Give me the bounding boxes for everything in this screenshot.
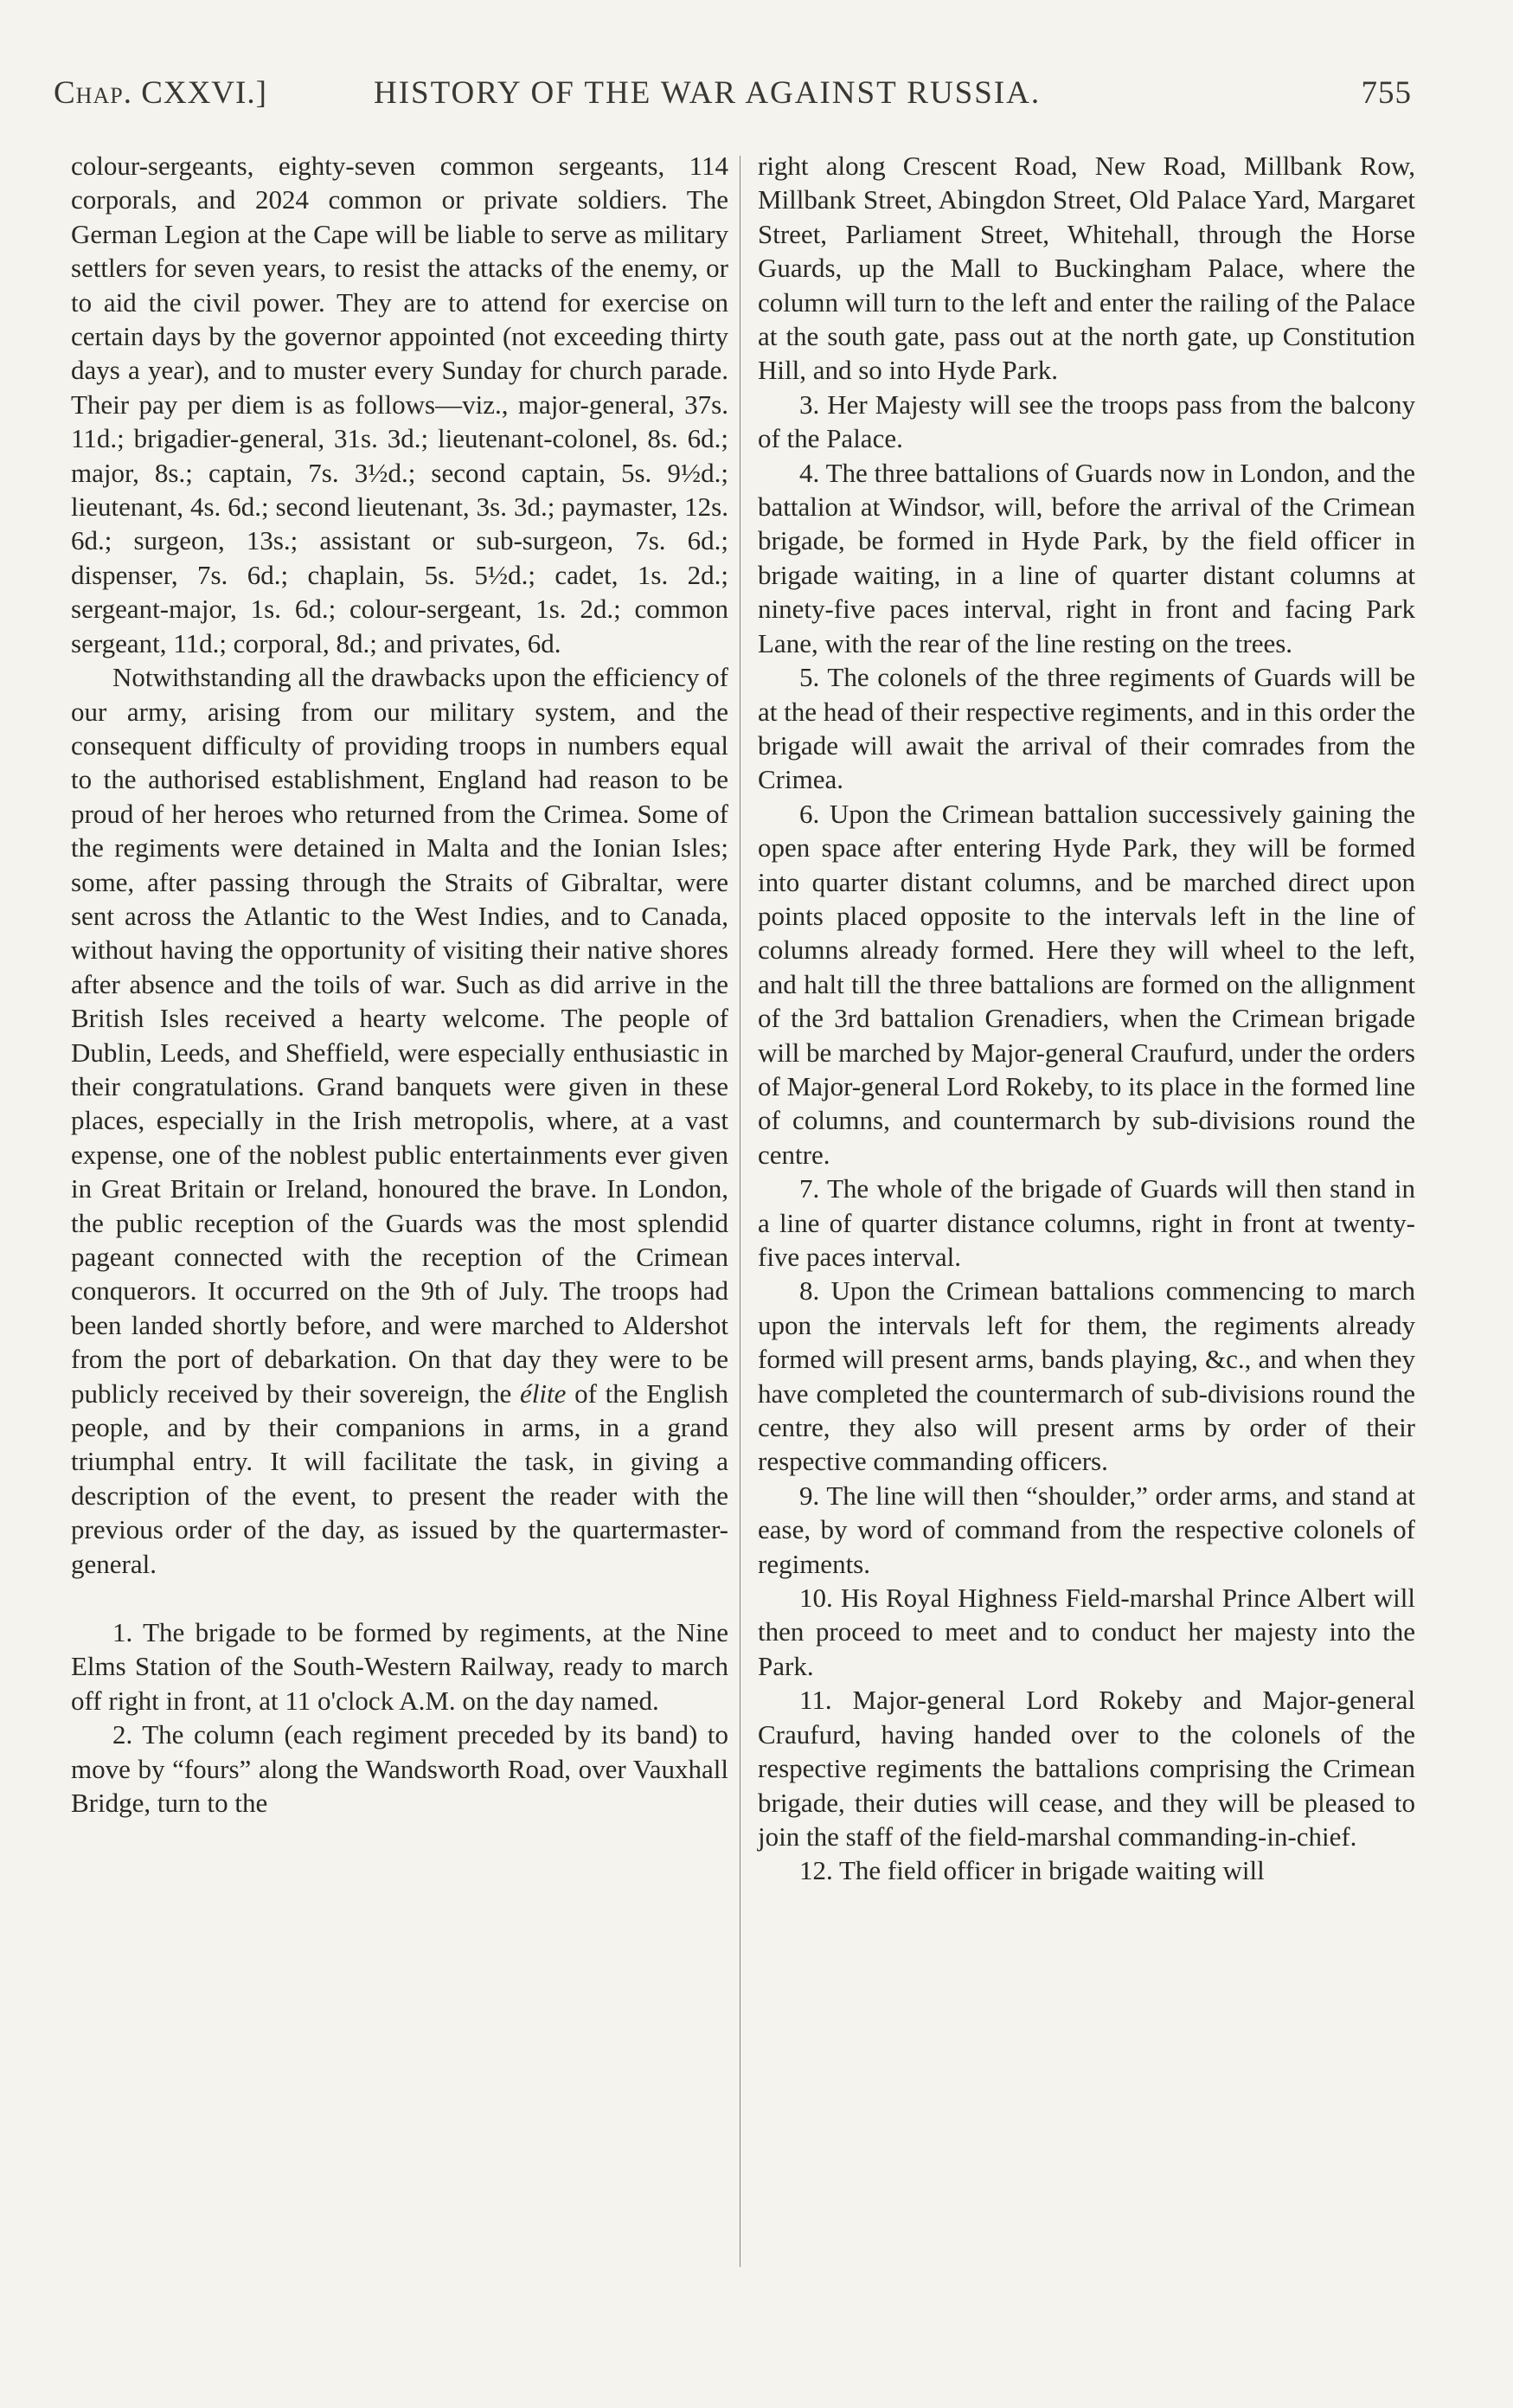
order-item-11: 11. Major-general Lord Rokeby and Major-general Craufurd, having handed over to the colonels of the respective regiments the battalions comprising the Crimean brigade, their duties will cease, and they will be pleased to join the staff of the field-marshal commanding-in-chief. xyxy=(758,1685,1415,1852)
reception-text-a: Notwithstanding all the drawbacks upon the efficiency of our army, arising from our military system, and the consequent difficulty of providing troops in numbers equal to the authorised establishment, England had reason to be proud of her heroes who returned from the Crimea. Some of the regiments were detained in Malta and the Ionian Isles; some, after passing through the Straits of Gibraltar, were sent across the Atlantic to the West Indies, and to Canada, without having the opportunity of visiting their native shores after absence and the toils of war. Such as did arrive in the British Isles received a hearty welcome. The people of Dublin, Leeds, and Sheffield, were especially enthusiastic in their congratulations. Grand banquets were given in these places, especially in the Irish metropolis, where, at a vast expense, one of the noblest public entertainments ever given in Great Britain or Ireland, honoured the brave. In London, the public reception of the Guards was the most splendid pageant connected with the reception of the Crimean conquerors. It occurred on the 9th of July. The troops had been landed shortly before, and were marched to Aldershot from the port of debarkation. On that day they were to be publicly received by their sovereign, the xyxy=(71,662,728,1409)
order-item-4: 4. The three battalions of Guards now in London, and the battalion at Windsor, will, before the arrival of the Crimean brigade, be formed in Hyde Park, by the field officer in brigade waiting, in a line of quarter distant columns at ninety-five paces interval, right in front and facing Park Lane, with the rear of the line resting on the trees. xyxy=(758,457,1415,658)
chapter-label: Chap. CXXVI.] xyxy=(54,75,267,111)
order-item-5: 5. The colonels of the three regiments of Guards will be at the head of their respective regiments, and in this order the brigade will await the arrival of their comrades from the Crimea. xyxy=(758,662,1415,795)
pay-rates-paragraph: colour-sergeants, eighty-seven common sergeants, 114 corporals, and 2024 common or private soldiers. The German Legion at the Cape will be liable to serve as military settlers for seven years, to resist the attacks of the enemy, or to aid the civil power. They are to attend for exercise on certain days by the governor appointed (not exceeding thirty days a year), and to muster every Sunday for church parade. Their pay per diem is as follows—viz., major-general, 37s. 11d.; brigadier-general, 31s. 3d.; lieutenant-colonel, 8s. 6d.; major, 8s.; captain, 7s. 3½d.; second captain, 5s. 9½d.; lieutenant, 4s. 6d.; second lieutenant, 3s. 3d.; paymaster, 12s. 6d.; surgeon, 13s.; assistant or sub-surgeon, 7s. 6d.; dispenser, 7s. 6d.; chaplain, 5s. 5½d.; cadet, 1s. 2d.; sergeant-major, 1s. 6d.; colour-sergeant, 1s. 2d.; common sergeant, 11d.; corporal, 8d.; and privates, 6d. xyxy=(71,151,728,658)
running-title: HISTORY OF THE WAR AGAINST RUSSIA. xyxy=(374,75,1042,111)
order-item-10: 10. His Royal Highness Field-marshal Prince Albert will then proceed to meet and to conduct her majesty into the Park. xyxy=(758,1583,1415,1681)
reception-paragraph xyxy=(71,660,728,1581)
order-item-2: 2. The column (each regiment preceded by its band) to move by “fours” along the Wandsworth Road, over Vauxhall Bridge, turn to the xyxy=(71,1719,728,1819)
route-continuation: right along Crescent Road, New Road, Millbank Row, Millbank Street, Abingdon Street, Old Palace Yard, Margaret Street, Parliament Street, Whitehall, through the Horse Guards, up the Mall to Buckingham Palace, where the column will turn to the left and enter the railing of the Palace at the south gate, pass out at the north gate, up Constitution Hill, and so into Hyde Park. xyxy=(758,151,1415,386)
right-column xyxy=(758,149,1415,1888)
left-column xyxy=(71,149,728,1820)
order-item-7: 7. The whole of the brigade of Guards will then stand in a line of quarter distance columns, right in front at twenty-five paces interval. xyxy=(758,1173,1415,1272)
order-item-3: 3. Her Majesty will see the troops pass from the balcony of the Palace. xyxy=(758,388,1415,454)
page-number: 755 xyxy=(1361,75,1412,111)
order-item-6: 6. Upon the Crimean battalion successively gaining the open space after entering Hyde Park, they will be formed into quarter distant columns, and be marched direct upon points placed opposite to the intervals left in the line of columns already formed. Here they will wheel to the left, and halt till the three battalions are formed on the allignment of the 3rd battalion Grenadiers, when the Crimean brigade will be marched by Major-general Craufurd, under the orders of Major-general Lord Rokeby, to its place in the formed line of columns, and countermarch by sub-divisions round the centre. xyxy=(758,798,1415,1170)
order-item-9: 9. The line will then “shoulder,” order arms, and stand at ease, by word of command from the respective colonels of regiments. xyxy=(758,1480,1415,1579)
elite-word: élite xyxy=(520,1377,567,1409)
order-item-1: 1. The brigade to be formed by regiments, at the Nine Elms Station of the South-Western Railway, ready to march off right in front, at 11 o'clock A.M. on the day named. xyxy=(71,1617,728,1716)
order-item-12: 12. The field officer in brigade waiting will xyxy=(799,1855,1265,1886)
paragraph-gap xyxy=(71,1581,728,1615)
running-header xyxy=(54,74,1412,126)
order-item-8: 8. Upon the Crimean battalions commencing to march upon the intervals left for them, the regiments already formed will present arms, bands playing, &c., and when they have completed the countermarch of sub-divisions round the centre, they also will present arms by order of their respective commanding officers. xyxy=(758,1275,1415,1477)
reception-text-b: of the English people, and by their companions in arms, in a grand triumphal entry. It will facilitate the task, in giving a description of the event, to present the reader with the previous order of the day, as issued by the quartermaster-general. xyxy=(71,1377,729,1579)
